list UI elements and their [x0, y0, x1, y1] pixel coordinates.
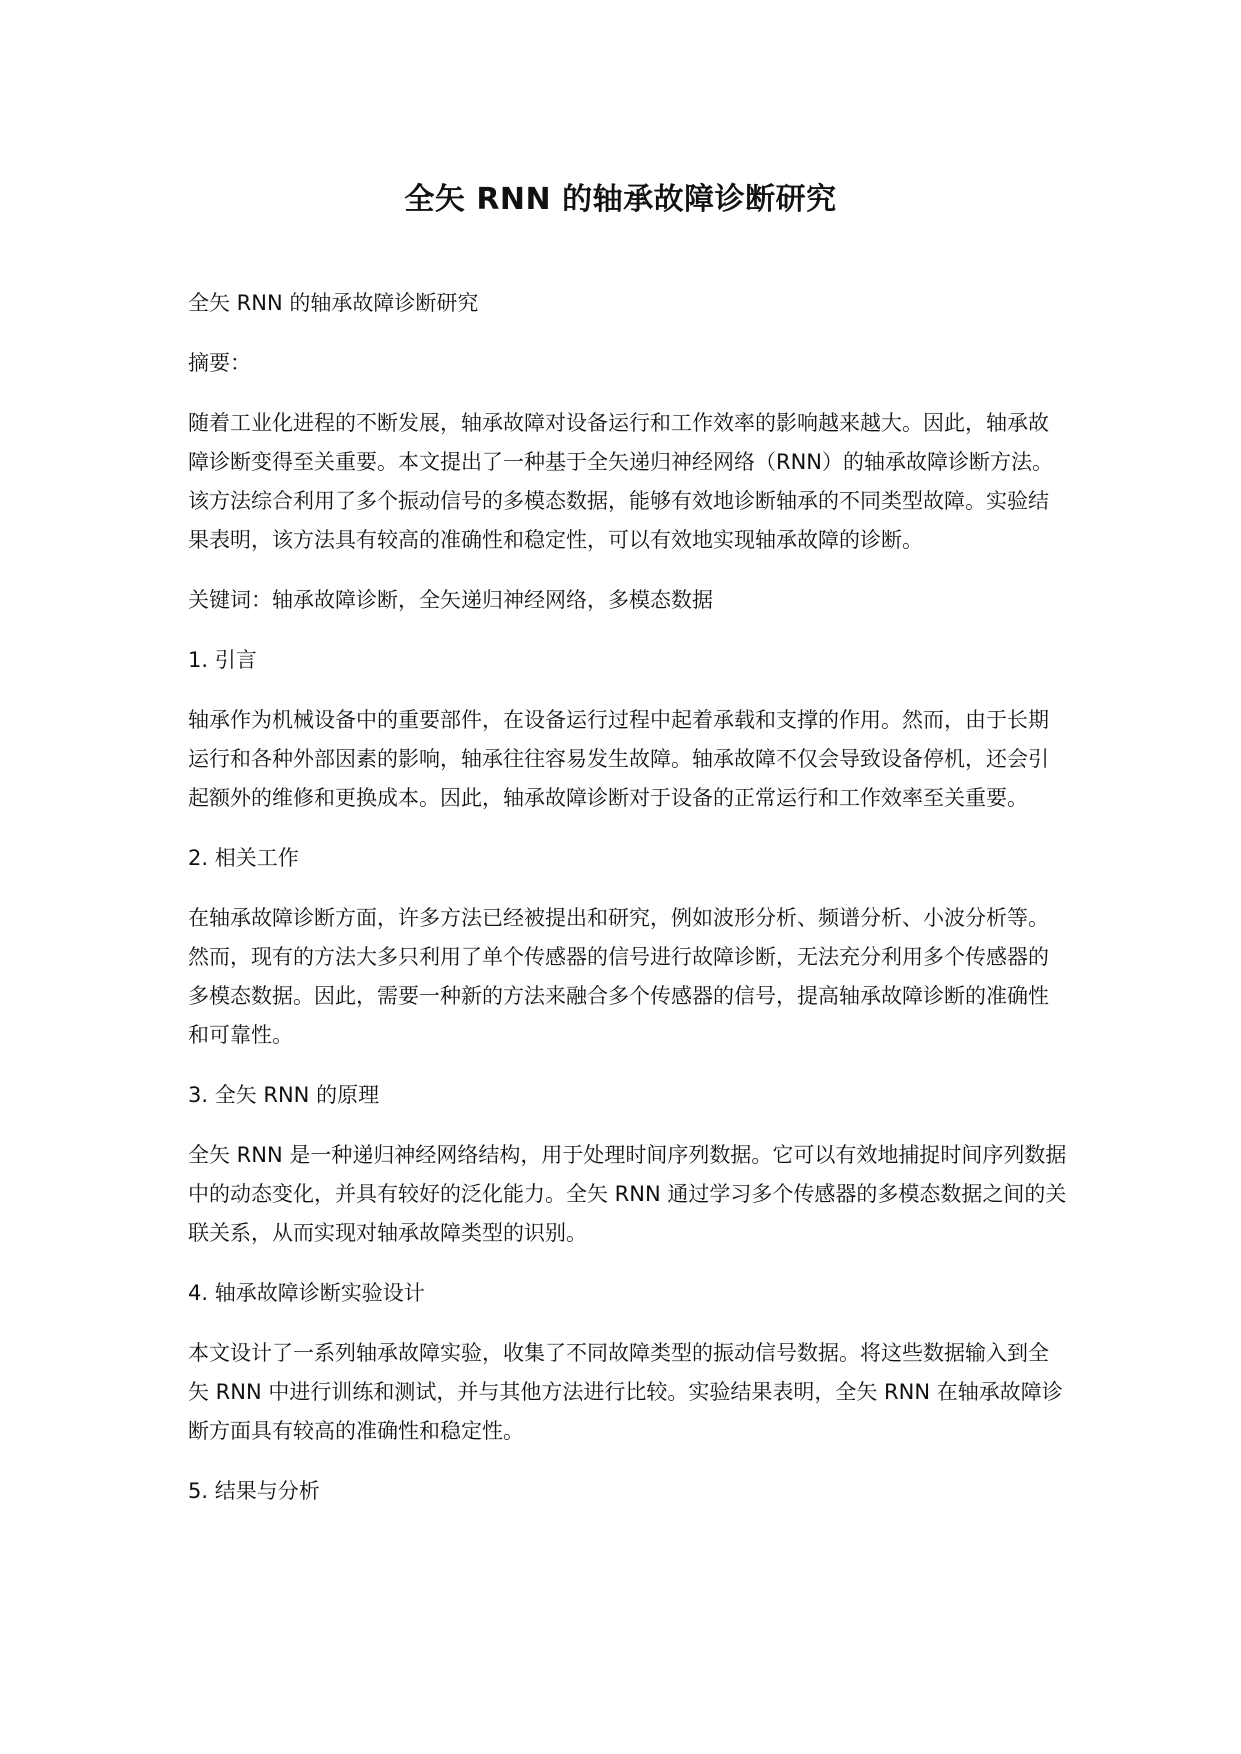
abstract-text: 随着工业化进程的不断发展，轴承故障对设备运行和工作效率的影响越来越大。因此，轴承故障诊断变得至关重要。本文提出了一种基于全矢递归神经网络（RNN）的轴承故障诊断方法。该方法综合利用了多个振动信号的多模态数据，能够有效地诊断轴承的不同类型故障。实验结果表明，该方法具有较高的准确性和稳定性，可以有效地实现轴承故障的诊断。	[188, 411, 1054, 552]
section-text-introduction: 轴承作为机械设备中的重要部件，在设备运行过程中起着承载和支撑的作用。然而，由于长期运行和各种外部因素的影响，轴承往往容易发生故障。轴承故障不仅会导致设备停机，还会引起额外的维修和更换成本。因此，轴承故障诊断对于设备的正常运行和工作效率至关重要。	[188, 708, 1049, 810]
section-text-principle: 全矢 RNN 是一种递归神经网络结构，用于处理时间序列数据。它可以有效地捕捉时间序列数据中的动态变化，并具有较好的泛化能力。全矢 RNN 通过学习多个传感器的多模态数据之间的关联关系，从而实现对轴承故障类型的识别。	[188, 1143, 1067, 1245]
section-heading-related-work: 2. 相关工作	[188, 846, 299, 870]
section-heading-principle: 3. 全矢 RNN 的原理	[188, 1083, 380, 1107]
keywords: 关键词：轴承故障诊断，全矢递归神经网络，多模态数据	[188, 588, 713, 612]
abstract-label: 摘要：	[188, 351, 251, 375]
section-heading-experiment-design: 4. 轴承故障诊断实验设计	[188, 1281, 425, 1305]
document-title: 全矢 RNN 的轴承故障诊断研究	[404, 182, 837, 217]
section-heading-results: 5. 结果与分析	[188, 1479, 320, 1503]
document-body	[188, 284, 1068, 1532]
document-subtitle: 全矢 RNN 的轴承故障诊断研究	[188, 291, 479, 315]
section-text-related-work: 在轴承故障诊断方面，许多方法已经被提出和研究，例如波形分析、频谱分析、小波分析等。然而，现有的方法大多只利用了单个传感器的信号进行故障诊断，无法充分利用多个传感器的多模态数据。因此，需要一种新的方法来融合多个传感器的信号，提高轴承故障诊断的准确性和可靠性。	[188, 906, 1049, 1047]
section-text-experiment-design: 本文设计了一系列轴承故障实验，收集了不同故障类型的振动信号数据。将这些数据输入到全矢 RNN 中进行训练和测试，并与其他方法进行比较。实验结果表明，全矢 RNN 在轴承故障诊断方面具有较高的准确性和稳定性。	[188, 1341, 1063, 1443]
section-heading-introduction: 1. 引言	[188, 648, 257, 672]
